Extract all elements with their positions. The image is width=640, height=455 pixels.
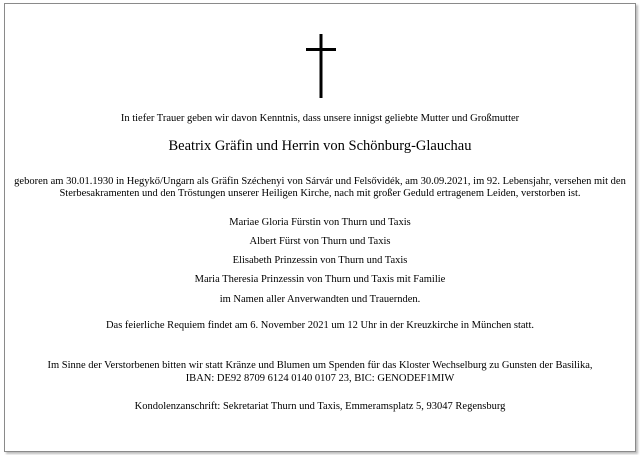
donation-line-1: Im Sinne der Verstorbenen bitten wir statt Kränze und Blumen um Spenden für das Kloster Wechselburg zu Gunsten der Basilika, [47,360,593,371]
mourner-4: Maria Theresia Prinzessin von Thurn und Taxis mit Familie [194,274,446,285]
mourners-closing: im Namen aller Anverwandten und Trauernden. [219,294,421,305]
condolence-address: Kondolenzanschrift: Sekretariat Thurn und Taxis, Emmeramsplatz 5, 93047 Regensburg [134,401,506,412]
mourner-1: Mariae Gloria Fürstin von Thurn und Taxis [229,217,411,228]
requiem-text: Das feierliche Requiem findet am 6. November 2021 um 12 Uhr in der Kreuzkirche in München statt. [105,320,535,331]
biography-line-2: Sterbesakramenten und den Tröstungen unserer Heiligen Kirche, nach mit großer Geduld ertragenem Leiden, verstorben ist. [59,188,581,199]
latin-cross-icon [301,34,341,98]
biography-line-1: geboren am 30.01.1930 in Hegykő/Ungarn als Gräfin Széchenyi von Sárvár und Felsővidék, am 30.09.2021, im 92. Lebensjahr, versehen mit den [14,176,626,187]
deceased-name: Beatrix Gräfin und Herrin von Schönburg-Glauchau [168,138,472,154]
intro-text: In tiefer Trauer geben wir davon Kenntnis, dass unsere innigst geliebte Mutter und Großmutter [120,113,520,124]
mourner-2: Albert Fürst von Thurn und Taxis [249,236,391,247]
donation-line-2: IBAN: DE92 8709 6124 0140 0107 23, BIC: GENODEF1MIW [185,373,455,384]
obituary-card [4,3,636,452]
mourner-3: Elisabeth Prinzessin von Thurn und Taxis [232,255,408,266]
